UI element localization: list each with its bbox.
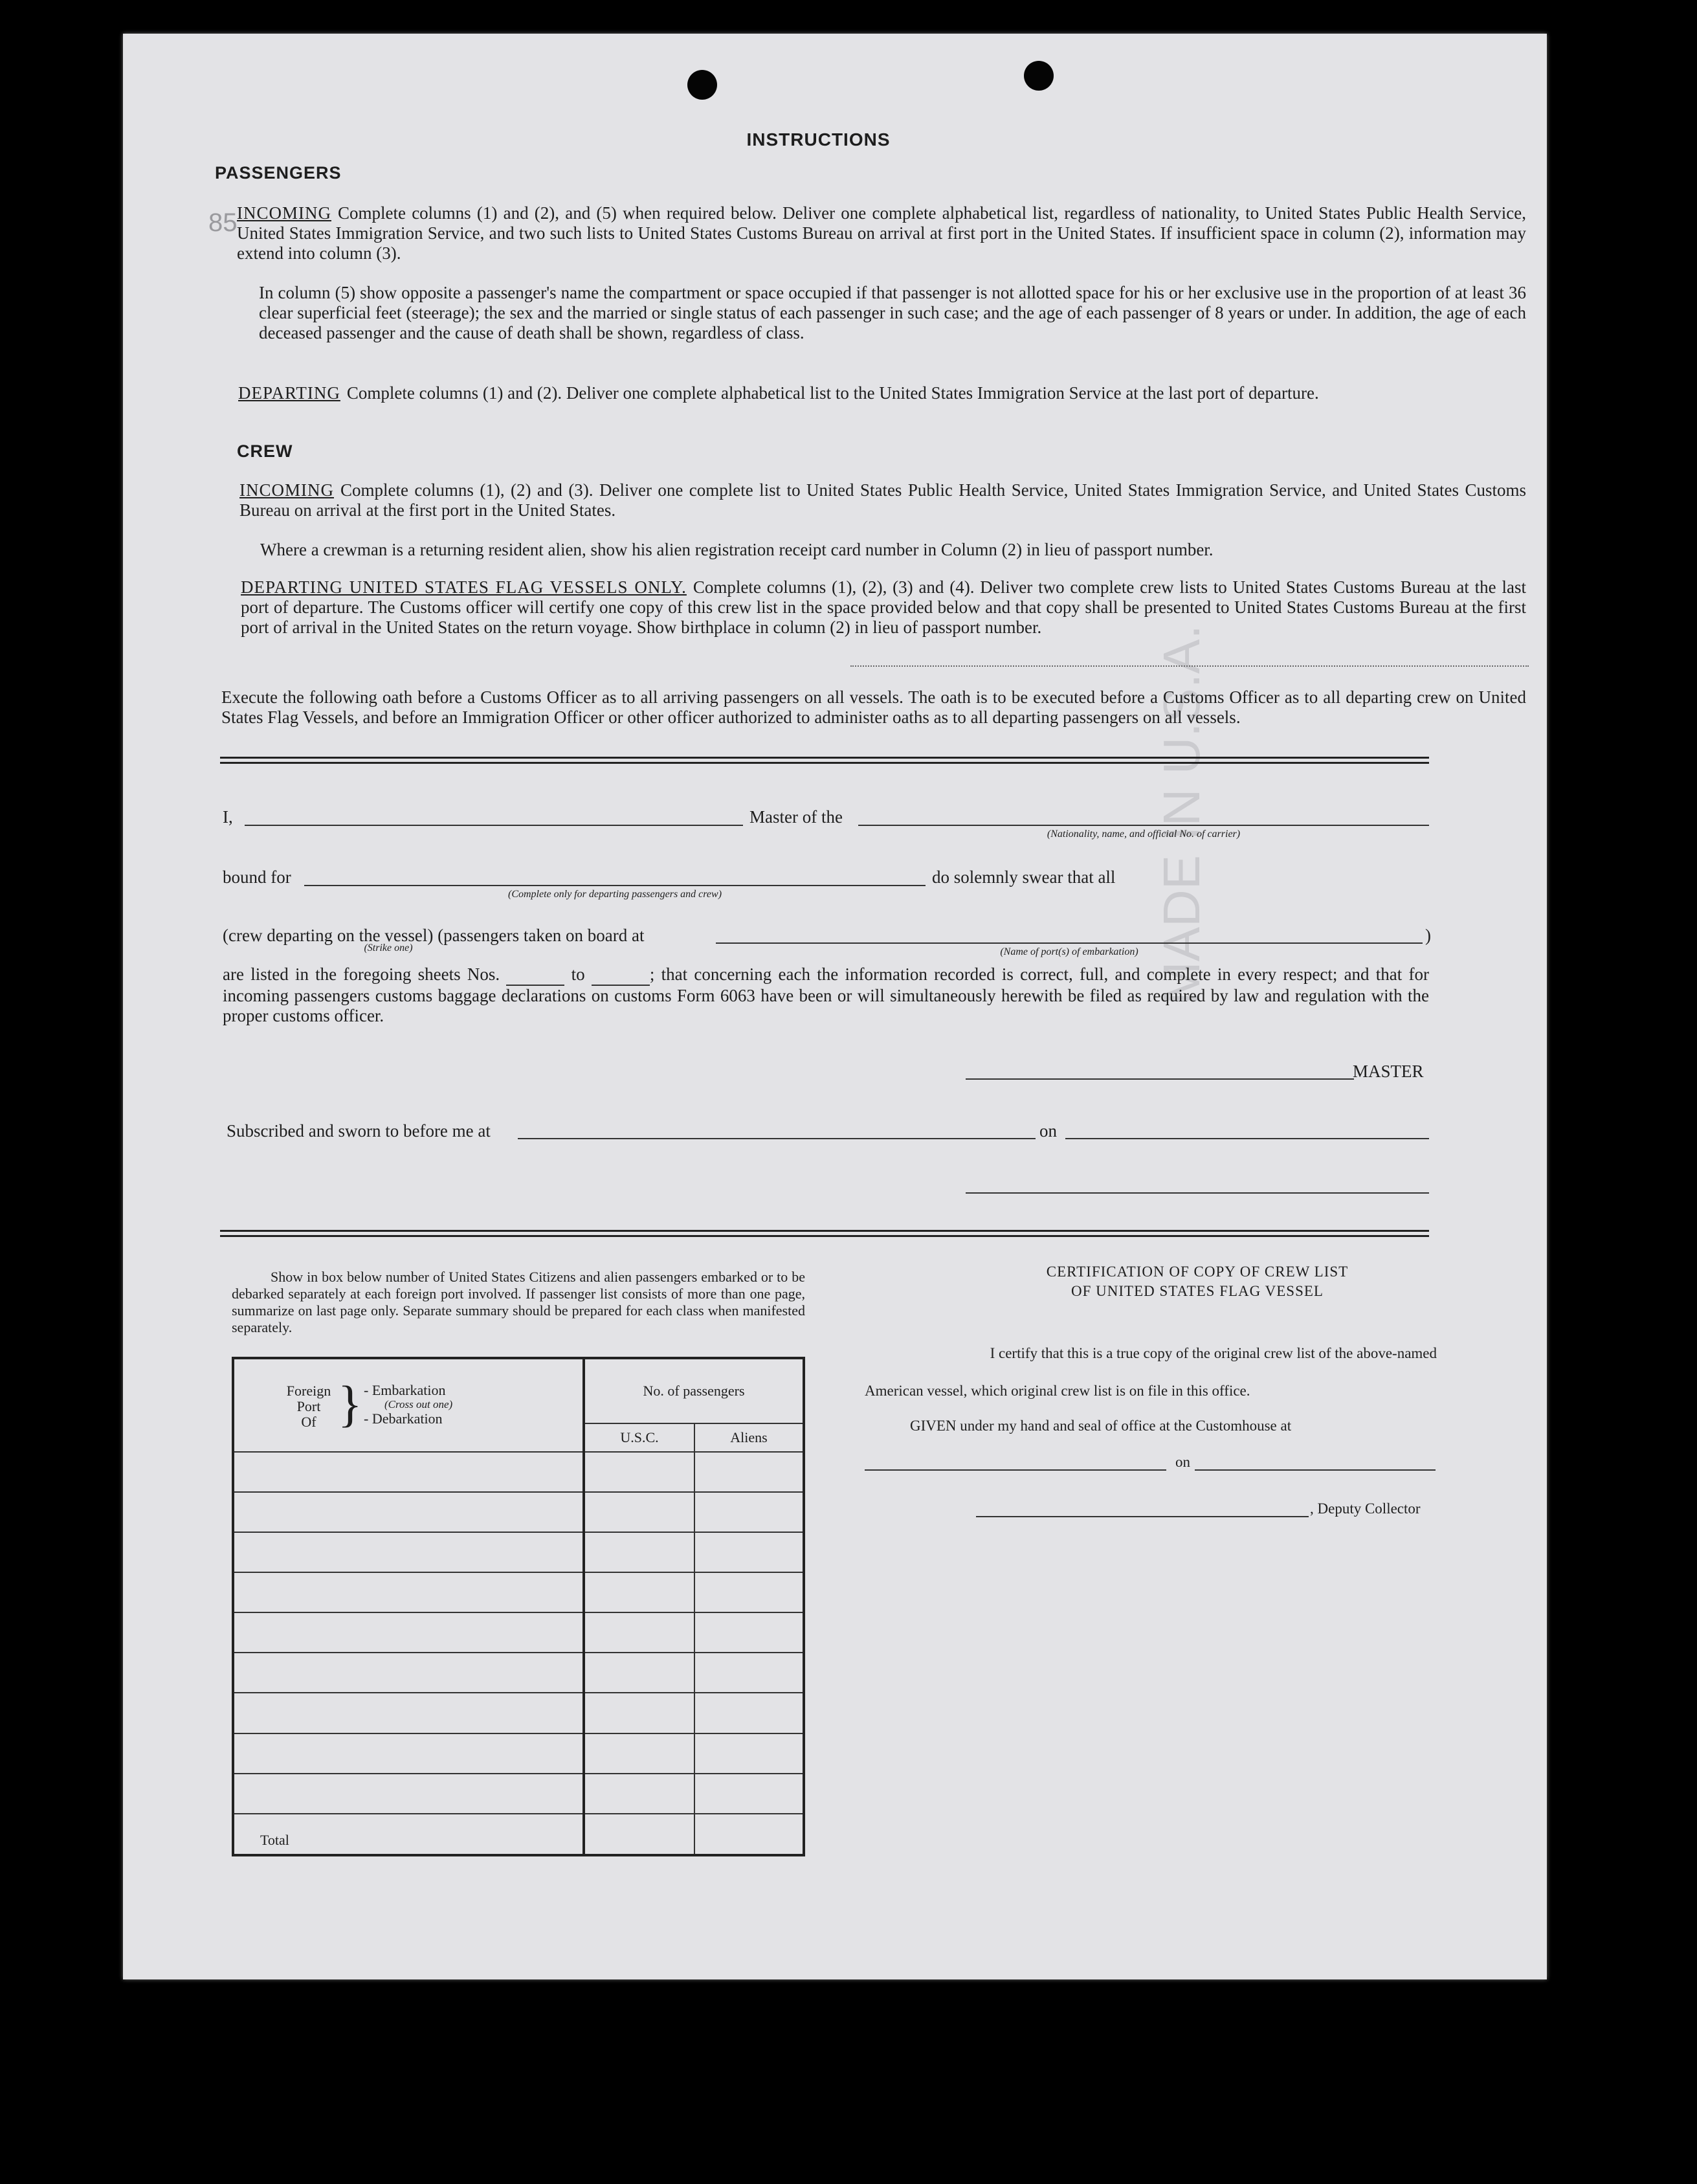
port-cell[interactable]	[233, 1693, 584, 1733]
aliens-cell[interactable]	[694, 1653, 804, 1693]
certify-text: I certify that this is a true copy of the original crew list of the above-named	[990, 1345, 1437, 1361]
carrier-field[interactable]	[858, 825, 1429, 826]
port-caption: (Name of port(s) of embarkation)	[1000, 946, 1138, 957]
listed-to: to	[571, 964, 585, 984]
sheet-to-field[interactable]	[592, 964, 650, 986]
summary-instructions: Show in box below number of United States Citizens and alien passengers embarked or to be debarked separately at each foreign port involved. If passenger list consists of more than one page, summarize on last page only. Separate summary should be prepared for each class when manifested separately.	[232, 1269, 805, 1335]
customhouse-field[interactable]	[865, 1469, 1166, 1471]
aliens-cell[interactable]	[694, 1733, 804, 1774]
listed-text-b: ; that concerning each the information recorded is correct, full, and complete in every respect; and that for incoming passengers customs baggage declarations on customs Form 6063 have been or will simultaneously herewith be filed as required by law and regulation with the proper customs officer.	[223, 964, 1430, 1025]
punch-hole	[687, 70, 717, 100]
certification-on-label: on	[1175, 1454, 1190, 1470]
swear-label: do solemnly swear that all	[932, 867, 1116, 887]
aliens-cell[interactable]	[694, 1774, 804, 1814]
bound-for-label: bound for	[223, 867, 291, 887]
debarkation-option[interactable]: - Debarkation	[364, 1410, 443, 1427]
crew-incoming-label: INCOMING	[239, 480, 334, 500]
certification-title-line1: CERTIFICATION OF COPY OF CREW LIST	[1046, 1264, 1349, 1280]
certification-date-field[interactable]	[1195, 1469, 1436, 1471]
american-text: American vessel, which original crew list is on file in this office.	[865, 1383, 1250, 1399]
passengers-heading: PASSENGERS	[215, 163, 342, 183]
form-page	[123, 34, 1547, 1979]
port-embarkation-field[interactable]	[716, 942, 1423, 944]
bound-for-field[interactable]	[304, 885, 926, 886]
passengers-incoming	[237, 203, 1526, 263]
port-cell[interactable]	[233, 1733, 584, 1774]
aliens-header: Aliens	[694, 1423, 804, 1451]
certification-title-line2: OF UNITED STATES FLAG VESSEL	[1071, 1283, 1324, 1299]
usc-cell[interactable]	[584, 1653, 694, 1693]
aliens-cell[interactable]	[694, 1492, 804, 1532]
deputy-signature-field[interactable]	[976, 1516, 1309, 1517]
aliens-cell[interactable]	[694, 1572, 804, 1612]
port-cell[interactable]	[233, 1653, 584, 1693]
crew-incoming	[239, 480, 1526, 520]
incoming-text: Complete columns (1) and (2), and (5) when required below. Deliver one complete alphabetical list, regardless of nationality, to United States Public Health Service, United States Immigration Service, and two such lists to United States Customs Bureau on arrival at first port in the United States. If insufficient space in column (2), information may extend into column (3).	[237, 203, 1526, 263]
embarkation-option[interactable]: - Embarkation	[364, 1381, 446, 1398]
sworn-on-label: on	[1039, 1121, 1057, 1141]
brace-icon: }	[338, 1375, 362, 1432]
usc-total-cell[interactable]	[584, 1814, 694, 1855]
total-label: Total	[233, 1814, 584, 1855]
crew-heading: CREW	[237, 441, 293, 461]
oath-i-label: I,	[223, 807, 233, 827]
master-label: MASTER	[1353, 1062, 1424, 1081]
passenger-summary-table	[232, 1357, 805, 1856]
sworn-place-field[interactable]	[518, 1138, 1036, 1139]
double-rule-2	[220, 1230, 1429, 1237]
listed-paragraph	[223, 964, 1429, 1026]
foreign-port-header	[233, 1358, 584, 1452]
usc-cell[interactable]	[584, 1733, 694, 1774]
oath-intro: Execute the following oath before a Customs Officer as to all arriving passengers on all vessels. The oath is to be executed before a Customs Officer as to all departing crew on United States Flag Vessels, and before an Immigration Officer or other officer authorized to administer oaths as to all departing passengers on all vessels.	[221, 687, 1526, 727]
aliens-cell[interactable]	[694, 1693, 804, 1733]
usc-cell[interactable]	[584, 1492, 694, 1532]
close-paren: )	[1425, 926, 1431, 945]
passengers-column5: In column (5) show opposite a passenger's name the compartment or space occupied if that passenger is not allotted space for his or her exclusive use in the proportion of at least 36 clear superficial feet (steerage); the sex and the married or single status of each passenger in such case; and the age of each passenger of 8 years or under. In addition, the age of each deceased passenger and the cause of death shall be shown, regardless of class.	[259, 283, 1526, 342]
officer-signature-field[interactable]	[966, 1192, 1429, 1194]
aliens-cell[interactable]	[694, 1452, 804, 1492]
usc-cell[interactable]	[584, 1452, 694, 1492]
of-label: Of	[301, 1413, 316, 1430]
sworn-date-field[interactable]	[1065, 1138, 1429, 1139]
crew-incoming-text: Complete columns (1), (2) and (3). Deliver one complete list to United States Public Health Service, United States Immigration Service, and United States Customs Bureau on arrival at the first port in the United States.	[239, 480, 1526, 520]
no-passengers-header: No. of passengers	[584, 1358, 804, 1423]
listed-text-a: are listed in the foregoing sheets Nos.	[223, 964, 500, 984]
crew-departing	[241, 577, 1526, 638]
crew-resident: Where a crewman is a returning resident alien, show his alien registration receipt card number in Column (2) in lieu of passport number.	[260, 540, 1214, 559]
margin-number: 85	[208, 208, 238, 237]
crew-departing-label: (crew departing on the vessel) (passengers taken on board at	[223, 926, 645, 945]
divider	[850, 665, 1529, 667]
certification-title	[919, 1262, 1476, 1301]
page-title: INSTRUCTIONS	[746, 129, 891, 150]
departing-text: Complete columns (1) and (2). Deliver one complete alphabetical list to the United States Immigration Service at the last port of departure.	[346, 383, 1319, 403]
port-cell[interactable]	[233, 1774, 584, 1814]
master-signature-field[interactable]	[966, 1078, 1354, 1080]
usc-cell[interactable]	[584, 1774, 694, 1814]
deputy-collector-label: , Deputy Collector	[1310, 1500, 1421, 1517]
usc-cell[interactable]	[584, 1693, 694, 1733]
usc-header: U.S.C.	[584, 1423, 694, 1451]
double-rule	[220, 757, 1429, 764]
given-text: GIVEN under my hand and seal of office at the Customhouse at	[910, 1418, 1292, 1434]
cross-out-note: (Cross out one)	[384, 1398, 453, 1410]
aliens-cell[interactable]	[694, 1532, 804, 1572]
departing-label: DEPARTING	[238, 383, 340, 403]
sheet-from-field[interactable]	[506, 964, 564, 986]
incoming-label: INCOMING	[237, 203, 331, 223]
faint-watermark: MADE IN U.S.A.	[1153, 625, 1210, 1005]
crew-departing-label: DEPARTING UNITED STATES FLAG VESSELS ONLY.	[241, 577, 687, 597]
aliens-total-cell[interactable]	[694, 1814, 804, 1855]
crew-departing-text: Complete columns (1), (2), (3) and (4). Deliver two complete crew lists to United States Customs Bureau at the last port of departure. The Customs officer will certify one copy of this crew list in the space provided below and that copy shall be presented to United States Customs Bureau at the first port of arrival in the United States on the return voyage. Show birthplace in column (2) in lieu of passport number.	[241, 577, 1526, 637]
port-cell[interactable]	[233, 1532, 584, 1572]
usc-cell[interactable]	[584, 1612, 694, 1653]
punch-hole	[1024, 61, 1054, 91]
master-name-field[interactable]	[245, 825, 743, 826]
aliens-cell[interactable]	[694, 1612, 804, 1653]
subscribed-label: Subscribed and sworn to before me at	[227, 1121, 491, 1141]
port-cell[interactable]	[233, 1492, 584, 1532]
strike-one-caption: (Strike one)	[364, 942, 413, 953]
port-cell[interactable]	[233, 1572, 584, 1612]
port-cell[interactable]	[233, 1612, 584, 1653]
foreign-label: Foreign	[286, 1382, 331, 1399]
usc-cell[interactable]	[584, 1532, 694, 1572]
bound-for-caption: (Complete only for departing passengers and crew)	[507, 889, 722, 900]
port-label: Port	[296, 1398, 321, 1414]
carrier-caption: (Nationality, name, and official No. of carrier)	[1047, 829, 1241, 840]
port-cell[interactable]	[233, 1452, 584, 1492]
usc-cell[interactable]	[584, 1572, 694, 1612]
master-of-label: Master of the	[749, 807, 843, 827]
passengers-departing	[238, 383, 1526, 403]
